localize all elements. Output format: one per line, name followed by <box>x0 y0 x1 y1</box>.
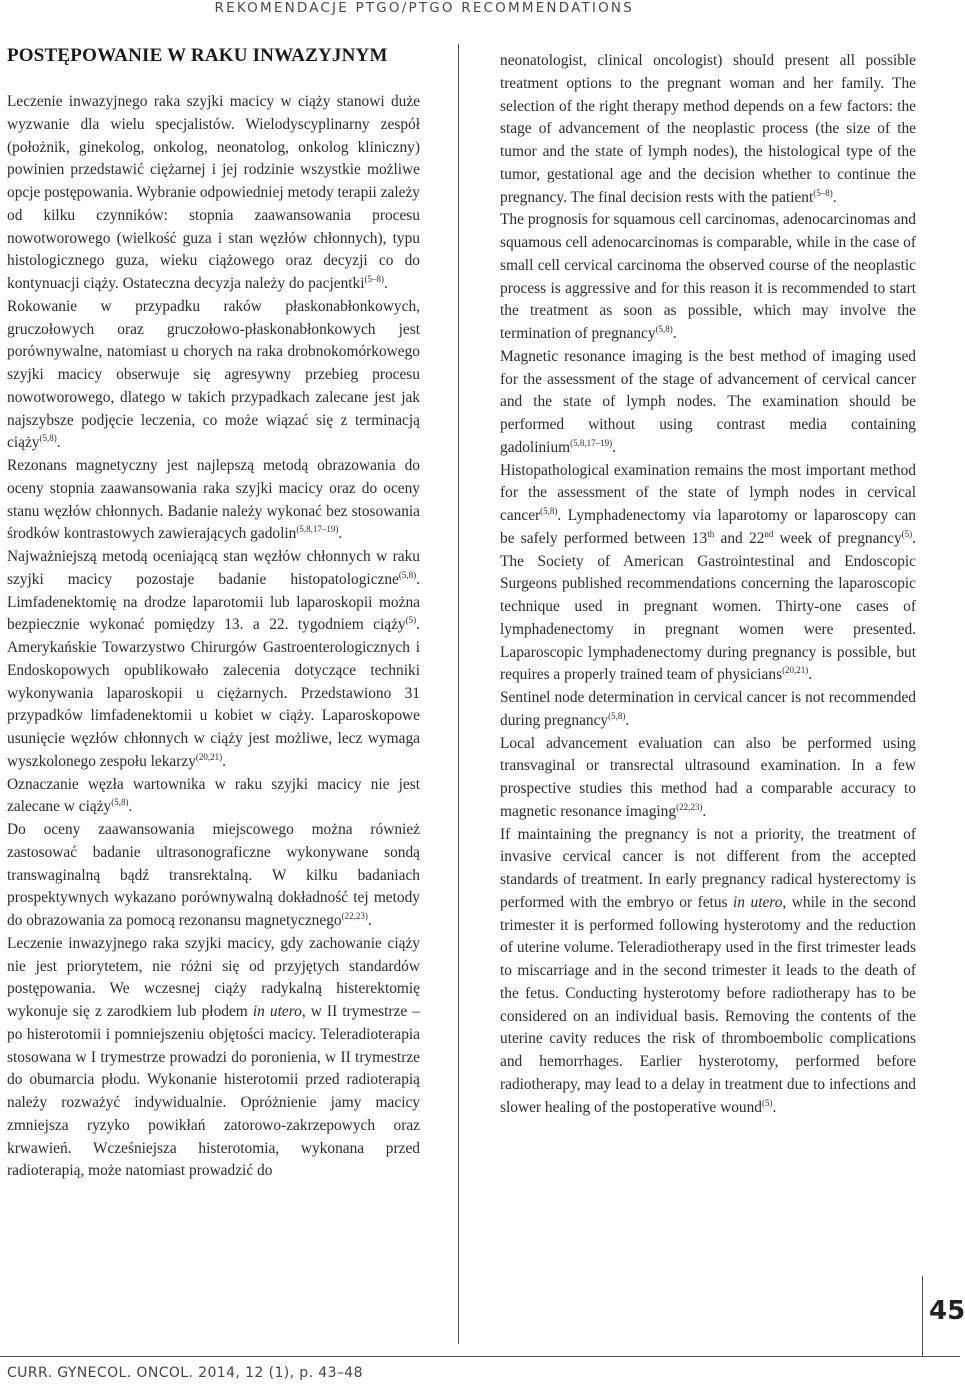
page-number-divider <box>922 1276 923 1356</box>
section-title: POSTĘPOWANIE W RAKU INWAZYJNYM <box>7 45 388 66</box>
page-number: 45 <box>929 1296 965 1326</box>
paragraph-text: . <box>702 802 707 820</box>
paragraph <box>500 687 916 733</box>
paragraph-text: . <box>832 188 837 206</box>
paragraph <box>500 50 916 209</box>
paragraph-text: . <box>625 711 630 729</box>
left-column <box>7 44 420 1183</box>
paragraph <box>7 296 420 455</box>
paragraph-text: . <box>672 325 677 342</box>
paragraph-text: . Limfadenektomię na drodze laparotomii lub laparoskopii można bezpiecznie wykonać pomiędzy 13. a 22. tygodniem ciąży <box>7 570 420 634</box>
paragraph-text: . <box>222 752 227 770</box>
paragraph-text: . <box>338 525 343 543</box>
paragraph-text: week of pregnancy <box>773 529 902 547</box>
citation-superscript: (5,8) <box>655 324 673 334</box>
paragraph-text: . <box>367 912 372 929</box>
citation-superscript: (5–8) <box>364 274 385 284</box>
citation-superscript: (5,8,17–19) <box>570 437 613 448</box>
citation-superscript: (5,8) <box>540 506 558 516</box>
paragraph-text: Leczenie inwazyjnego raka szyjki macicy w ciąży stanowi duże wyzwanie dla wielu specjalistów. Wielodyscyplinarny zespół (położnik, ginekolog, onkolog, neonatolog, onkolog kliniczny) powinien przedstawić ciężarnej i jej rodzinie wszystkie możliwe opcje postępowania. Wybranie odpowiedniej metody terapii zależy od kilku czynników: stopnia zaawansowania procesu nowotworowego (wielkość guza i stan węzłów chłonnych), typu histologicznego guza, wieku ciążowego oraz decyzji co do kontynuacji ciąży. Ostateczna decyzja należy do pacjentki <box>7 93 420 292</box>
paragraph <box>500 460 916 688</box>
paragraph-text: Leczenie inwazyjnego raka szyjki macicy, gdy zachowanie ciąży nie jest priorytetem, nie różni się od przyjętych standardów postępowania. We wczesnej ciąży radykalną histerektomię wykonuje się z zarodkiem lub płodem <box>7 934 420 1020</box>
paragraph-text: . The Society of American Gastrointestinal and Endoscopic Surgeons published recommendations concerning the laparoscopic technique used in pregnant women. Thirty-one cases of lymphadenectomy in pregnant women were presented. Laparoscopic lymphadenectomy during pregnancy is possible, but requires a properly trained team of physicians <box>500 529 916 684</box>
citation-superscript: (5–8) <box>813 187 833 198</box>
paragraph <box>500 346 916 460</box>
paragraph <box>7 455 420 546</box>
running-head: REKOMENDACJE PTGO/PTGO RECOMMENDATIONS <box>214 0 634 16</box>
paragraph-text: Najważniejszą metodą oceniającą stan węzłów chłonnych w raku szyjki macicy pozostaje badanie histopatologiczne <box>7 548 420 588</box>
paragraph-text: Local advancement evaluation can also be performed using transvaginal or transrectal ultrasound examination. In a few prospective studies this method had a comparable accuracy to magnetic resonance imaging <box>500 734 916 820</box>
paragraph-text: . Amerykańskie Towarzystwo Chirurgów Gastroenterologicznych i Endoskopowych opublikowało zalecenia dotyczące techniki wykonywania laparoskopii u ciężarnych. Przedstawiono 31 przypadków limfadenektomii u kobiet w ciąży. Laparoskopowe usunięcie węzłów chłonnych w ciąży jest możliwe, lecz wymaga wyszkolonego zespołu lekarzy <box>7 616 420 770</box>
paragraph <box>7 546 420 774</box>
paragraph <box>500 824 916 1120</box>
citation-superscript: (5,8) <box>398 569 417 580</box>
citation-superscript: (5,8) <box>608 710 626 721</box>
footer-rule <box>0 1356 960 1357</box>
citation-superscript: (22,23) <box>676 801 703 812</box>
citation-superscript: (22,23) <box>341 911 368 921</box>
citation-superscript: (5,8) <box>111 797 129 808</box>
citation-superscript: (20,21) <box>782 665 809 676</box>
paragraph-text: . <box>612 438 616 456</box>
left-paragraphs <box>7 91 420 1183</box>
paragraph <box>500 209 916 346</box>
paragraph-text: . <box>772 1098 777 1116</box>
paragraph-text: Oznaczanie węzła wartownika w raku szyjki macicy nie jest zalecane w ciąży <box>7 775 420 816</box>
citation-superscript: (20,21) <box>195 751 223 762</box>
paragraph-text: , while in the second trimester it is performed following hysterotomy and the reduction of uterine volume. Teleradiotherapy used in the first trimester leads to miscarriage and in the second trimester it leads to the death of the fetus. Conducting hysterotomy before radiotherapy has to be considered on an individual basis. Removing the contents of the uterine cavity reduces the risk of thromboembolic complications and hemorrhages. Earlier hysterotomy, performed before radiotherapy, may lead to a delay in treatment due to infections and slower healing of the postoperative wound <box>500 893 916 1116</box>
paragraph <box>500 733 916 824</box>
paragraph-text: Sentinel node determination in cervical cancer is not recommended during pregnancy <box>500 689 916 729</box>
citation-superscript: (5) <box>762 1097 773 1108</box>
paragraph-text: Rokowanie w przypadku raków płaskonabłonkowych, gruczołowych oraz gruczołowo-płaskonabłonkowych jest porównywalne, natomiast u chorych na raka drobnokomórkowego szyjki macicy obserwuje się agresywny przebieg procesu nowotworowego, dlatego w takich przypadkach zalecane jest jak najszybsze podjęcie leczenia, co może wiązać się z terminacją ciąży <box>7 297 420 452</box>
citation-superscript: (5) <box>405 615 417 626</box>
citation-superscript: (5,8,17–19) <box>296 524 339 535</box>
paragraph-text: Rezonans magnetyczny jest najlepszą metodą obrazowania do oceny stopnia zaawansowania raka szyjki macicy oraz do oceny stanu węzłów chłonnych. Badanie należy wykonać bez stosowania środków kontrastowych zawierających gadolin <box>7 457 420 543</box>
citation-superscript: th <box>707 528 715 539</box>
paragraph-text: . <box>128 798 133 816</box>
paragraph-text: Do oceny zaawansowania miejscowego można również zastosować badanie ultrasonograficzne wykonywane sondą transwaginalną bądź transrektalną. W kilku badaniach prospektywnych wykazano porównywalną dokładność tej metody do obrazowania za pomocą rezonansu magnetycznego <box>7 821 420 929</box>
paragraph <box>7 774 420 820</box>
paragraph <box>7 933 420 1183</box>
right-paragraphs <box>500 50 916 1119</box>
paragraph-text: , w II trymestrze – po histerotomii i pomniejszeniu objętości macicy. Teleradioterapia stosowana w I trymestrze prowadzi do poronienia, w II trymestrze do obumarcia płodu. Wykonanie histerotomii przed radioterapią należy rozważyć indywidualnie. Opróżnienie jamy macicy zmniejsza ryzyko powikłań zatorowo-zakrzepowych oraz krwawień. Wcześniejsza histerotomia, wykonana przed radioterapią, może natomiast prowadzić do <box>7 1003 420 1180</box>
right-column <box>500 50 916 1119</box>
paragraph-text: and 22 <box>714 529 765 547</box>
paragraph <box>7 91 420 296</box>
paragraph-text: The prognosis for squamous cell carcinomas, adenocarcinomas and squamous cell adenocarcinomas is comparable, while in the case of small cell cervical carcinoma the observed course of the neoplastic process is aggressive and for this reason it is recommended to start the treatment as soon as possible, which may involve the termination of pregnancy <box>500 211 916 342</box>
paragraph-text: neonatologist, clinical oncologist) should present all possible treatment options to the pregnant woman and her family. The selection of the right therapy method depends on a few factors: the stage of advancement of the neoplastic process (the size of the tumor and the state of lymph nodes), the histological type of the tumor, gestational age and the decision whether to continue the pregnancy. The final decision rests with the patient <box>500 52 916 206</box>
paragraph-text: Histopathological examination remains the most important method for the assessment of the state of lymph nodes in cervical cancer <box>500 461 916 524</box>
paragraph-text: . <box>56 434 61 452</box>
footer-citation: CURR. GYNECOL. ONCOL. 2014, 12 (1), p. 43–48 <box>7 1365 363 1381</box>
column-divider <box>458 44 459 1344</box>
italic-text: in utero <box>733 893 783 911</box>
citation-superscript: (5) <box>901 528 913 539</box>
paragraph-text: . <box>808 666 813 684</box>
italic-text: in utero <box>252 1003 302 1020</box>
paragraph-text: . Lymphadenectomy via laparotomy or laparoscopy can be safely performed between 13 <box>500 507 916 547</box>
citation-superscript: (5,8) <box>39 433 57 444</box>
paragraph-text: . <box>384 275 388 292</box>
paragraph-text: If maintaining the pregnancy is not a priority, the treatment of invasive cervical cancer is not different from the accepted standards of treatment. In early pregnancy radical hysterectomy is performed with the embryo or fetus <box>500 825 916 911</box>
citation-superscript: nd <box>764 528 774 539</box>
paragraph <box>7 819 420 933</box>
paragraph-text: Magnetic resonance imaging is the best method of imaging used for the assessment of the stage of advancement of cervical cancer and the state of lymph nodes. The examination should be performed without using contrast media containing gadolinium <box>500 347 916 456</box>
